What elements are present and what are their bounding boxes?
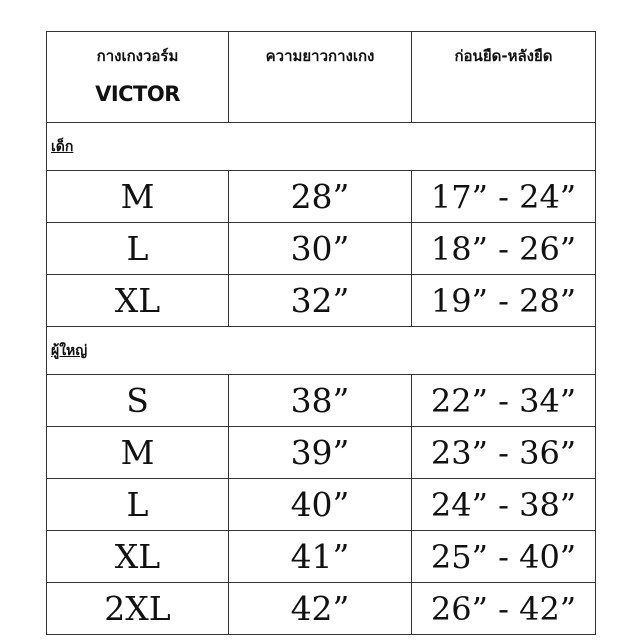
- header-product-cell: [47, 32, 229, 123]
- section-row-kids: [47, 123, 596, 171]
- header-row: [47, 32, 596, 123]
- range-cell: 23” - 36”: [412, 427, 596, 479]
- size-cell: L: [47, 479, 229, 531]
- size-cell: XL: [47, 531, 229, 583]
- size-cell: S: [47, 375, 229, 427]
- length-cell: 38”: [229, 375, 412, 427]
- table-row: [47, 275, 596, 327]
- product-label: กางเกงวอร์ม: [96, 47, 179, 65]
- table-row: [47, 375, 596, 427]
- range-cell: 24” - 38”: [412, 479, 596, 531]
- length-cell: 40”: [229, 479, 412, 531]
- length-column-header: ความยาวกางเกง: [265, 47, 375, 65]
- table-row: [47, 583, 596, 635]
- range-cell: 25” - 40”: [412, 531, 596, 583]
- stretch-column-header: ก่อนยืด-หลังยืด: [454, 47, 553, 65]
- section-row-adults: [47, 327, 596, 375]
- range-cell: 19” - 28”: [412, 275, 596, 327]
- table-row: [47, 223, 596, 275]
- size-cell: L: [47, 223, 229, 275]
- length-cell: 28”: [229, 171, 412, 223]
- length-cell: 30”: [229, 223, 412, 275]
- table-row: [47, 427, 596, 479]
- header-stretch-cell: [412, 32, 596, 123]
- table-row: [47, 171, 596, 223]
- range-cell: 26” - 42”: [412, 583, 596, 635]
- brand-label: VICTOR: [95, 82, 180, 106]
- section-label: เด็ก: [47, 123, 596, 171]
- size-cell: M: [47, 427, 229, 479]
- length-cell: 41”: [229, 531, 412, 583]
- section-label: ผู้ใหญ่: [47, 327, 596, 375]
- size-cell: 2XL: [47, 583, 229, 635]
- length-cell: 32”: [229, 275, 412, 327]
- range-cell: 18” - 26”: [412, 223, 596, 275]
- size-chart-table: [46, 31, 596, 635]
- header-length-cell: [229, 32, 412, 123]
- table-row: [47, 479, 596, 531]
- length-cell: 39”: [229, 427, 412, 479]
- range-cell: 22” - 34”: [412, 375, 596, 427]
- size-cell: M: [47, 171, 229, 223]
- length-cell: 42”: [229, 583, 412, 635]
- table-row: [47, 531, 596, 583]
- size-cell: XL: [47, 275, 229, 327]
- range-cell: 17” - 24”: [412, 171, 596, 223]
